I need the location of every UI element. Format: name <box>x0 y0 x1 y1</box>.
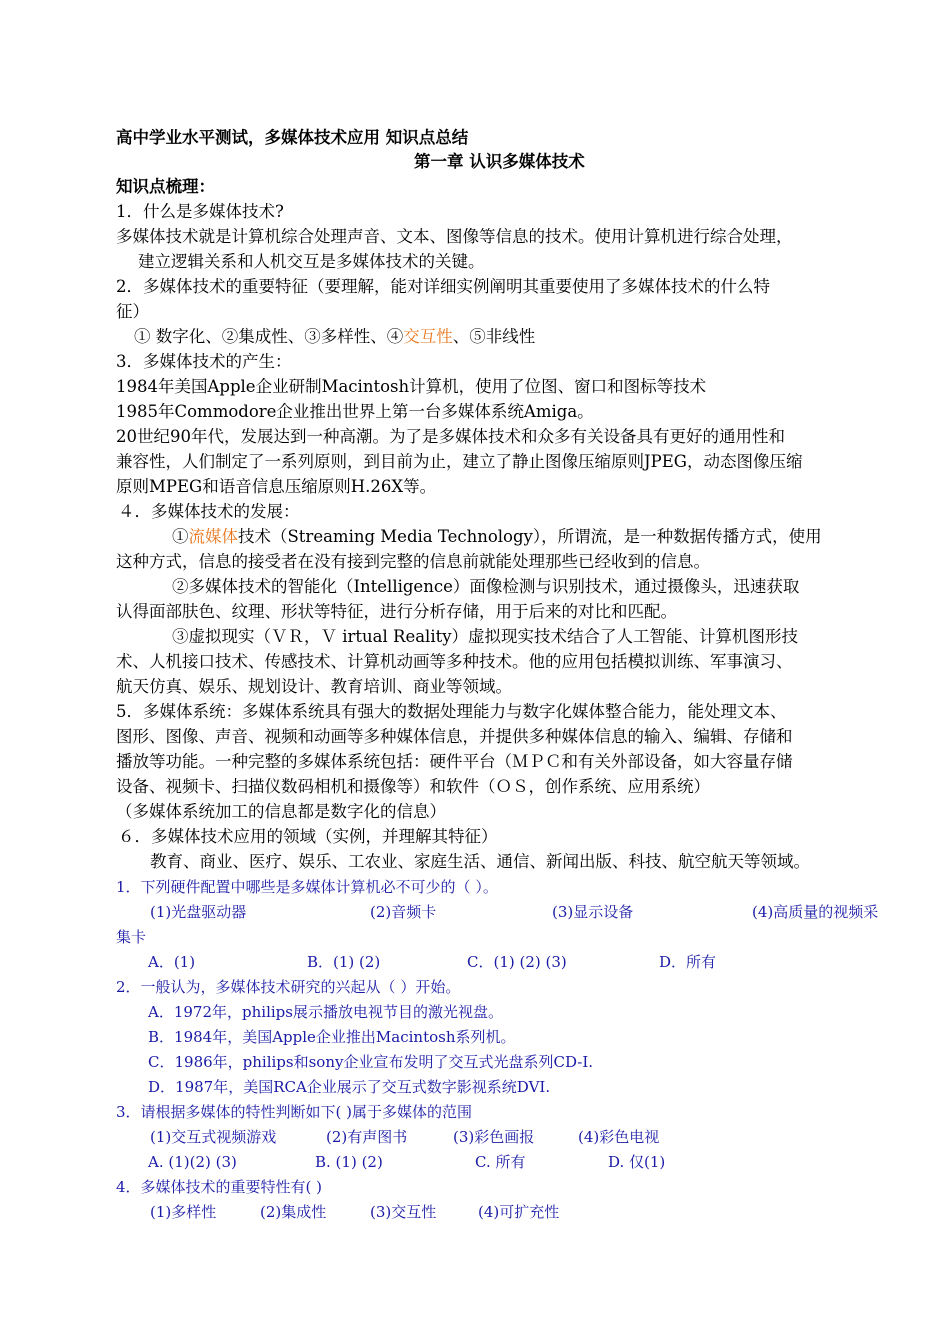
q5-heading: 5．多媒体系统：多媒体系统具有强大的数据处理能力与数字化媒体整合能力，能处理文本、 <box>116 702 787 721</box>
chapter-title: 第一章 认识多媒体技术 <box>414 152 585 171</box>
exercise-3-item: (2)有声图书 <box>326 1128 408 1146</box>
q5-body-line: 播放等功能。一种完整的多媒体系统包括：硬件平台（ＭＰＣ和有关外部设备，如大容量存储 <box>116 752 793 771</box>
exercise-3-option: C. 所有 <box>475 1153 526 1171</box>
q2-heading: 2．多媒体技术的重要特征（要理解，能对详细实例阐明其重要使用了多媒体技术的什么特 <box>116 277 770 296</box>
q5-body-line: 设备、视频卡、扫描仪数码相机和摄像等）和软件（ＯＳ，创作系统、应用系统） <box>116 777 710 796</box>
q4-paragraph-2: ②多媒体技术的智能化（Intelligence）面像检测与识别技术，通过摄像头，迅速获取 <box>172 577 800 596</box>
q4-body-line: 认得面部肤色、纹理、形状等特征，进行分析存储，用于后来的对比和匹配。 <box>116 602 677 621</box>
exercise-3-item: (4)彩色电视 <box>578 1128 660 1146</box>
doc-title: 高中学业水平测试，多媒体技术应用 知识点总结 <box>116 128 469 147</box>
exercise-4-question: 4．多媒体技术的重要特性有( ) <box>116 1178 323 1196</box>
exercise-3-question: 3．请根据多媒体的特性判断如下( )属于多媒体的范围 <box>116 1103 473 1121</box>
q4-p1-highlight: 流媒体 <box>188 527 238 546</box>
exercise-2-option: A．1972年，philips展示播放电视节目的激光视盘。 <box>148 1003 503 1021</box>
exercise-4-item: (4)可扩充性 <box>478 1203 560 1221</box>
q2-heading-cont: 征） <box>116 302 149 321</box>
exercise-4-item: (1)多样性 <box>150 1203 217 1221</box>
exercise-1-item-cont: 集卡 <box>116 928 147 946</box>
q3-body-line: 兼容性，人们制定了一系列原则，到目前为止，建立了静止图像压缩原则JPEG，动态图像压缩 <box>116 452 803 471</box>
q1-heading: 1．什么是多媒体技术? <box>116 202 284 221</box>
exercise-2-option: D．1987年，美国RCA企业展示了交互式数字影视系统DVI. <box>148 1078 551 1096</box>
exercise-3-item: (3)彩色画报 <box>453 1128 535 1146</box>
exercise-1-item: (1)光盘驱动器 <box>150 903 247 921</box>
q4-body-line: 这种方式，信息的接受者在没有接到完整的信息前就能处理那些已经收到的信息。 <box>116 552 710 571</box>
q4-p1-text: 技术（Streaming Media Technology），所谓流，是一种数据传播方式，使用 <box>238 527 822 546</box>
q3-body-line: 1984年美国Apple企业研制Macintosh计算机，使用了位图、窗口和图标等技术 <box>116 377 707 396</box>
exercise-2-option: B．1984年，美国Apple企业推出Macintosh系列机。 <box>148 1028 516 1046</box>
q2-features-text: ① 数字化、②集成性、③多样性、④ <box>134 327 404 346</box>
q2-features <box>134 326 535 348</box>
exercise-1-option: B．(1) (2) <box>307 953 381 971</box>
q4-body-line: 术、人机接口技术、传感技术、计算机动画等多种技术。他的应用包括模拟训练、军事演习、 <box>116 652 793 671</box>
q4-p1-text: ① <box>172 527 189 546</box>
exercise-3-option: A. (1)(2) (3) <box>148 1153 237 1171</box>
exercise-1-item: (2)音频卡 <box>370 903 437 921</box>
q1-body-line: 建立逻辑关系和人机交互是多媒体技术的关键。 <box>138 252 485 271</box>
exercise-1-item: (3)显示设备 <box>552 903 634 921</box>
q5-body-line: 图形、图像、声音、视频和动画等多种媒体信息，并提供多种媒体信息的输入、编辑、存储和 <box>116 727 793 746</box>
q4-body-line: 航天仿真、娱乐、规划设计、教育培训、商业等领域。 <box>116 677 512 696</box>
exercise-1-option: A．(1) <box>148 953 196 971</box>
q3-body-line: 20世纪90年代，发展达到一种高潮。为了是多媒体技术和众多有关设备具有更好的通用性和 <box>116 427 785 446</box>
exercise-1-option: D．所有 <box>659 953 717 971</box>
q5-note: （多媒体系统加工的信息都是数字化的信息） <box>116 802 446 821</box>
q1-body-line: 多媒体技术就是计算机综合处理声音、文本、图像等信息的技术。使用计算机进行综合处理， <box>116 227 793 246</box>
q6-heading: ６．多媒体技术应用的领域（实例，并理解其特征） <box>118 827 498 846</box>
q3-body-line: 1985年Commodore企业推出世界上第一台多媒体系统Amiga。 <box>116 402 594 421</box>
q4-heading: ４．多媒体技术的发展： <box>118 502 300 521</box>
q3-heading: 3．多媒体技术的产生： <box>116 352 292 371</box>
q2-features-text: 、⑤非线性 <box>452 327 536 346</box>
q2-features-highlight: 交互性 <box>403 327 453 346</box>
exercise-1-item: (4)高质量的视频采 <box>752 903 879 921</box>
exercise-1-option: C．(1) (2) (3) <box>467 953 567 971</box>
exercise-3-option: D. 仅(1) <box>608 1153 666 1171</box>
exercise-4-item: (2)集成性 <box>260 1203 327 1221</box>
exercise-2-question: 2．一般认为，多媒体技术研究的兴起从（ ）开始。 <box>116 978 461 996</box>
exercise-3-item: (1)交互式视频游戏 <box>150 1128 277 1146</box>
exercise-3-option: B. (1) (2) <box>315 1153 383 1171</box>
exercise-2-option: C．1986年，philips和sony企业宣布发明了交互式光盘系列CD-I. <box>148 1053 594 1071</box>
q4-paragraph-1 <box>172 526 822 548</box>
q3-body-line: 原则MPEG和语音信息压缩原则H.26X等。 <box>116 477 437 496</box>
exercise-4-item: (3)交互性 <box>370 1203 437 1221</box>
q4-paragraph-3: ③虚拟现实（ＶＲ，Ｖ irtual Reality）虚拟现实技术结合了人工智能、计算机图形技 <box>172 627 799 646</box>
q6-body: 教育、商业、医疗、娱乐、工农业、家庭生活、通信、新闻出版、科技、航空航天等领域。 <box>150 852 810 871</box>
exercise-1-question: 1．下列硬件配置中哪些是多媒体计算机必不可少的（ ）。 <box>116 878 498 896</box>
section-label: 知识点梳理： <box>116 177 215 196</box>
